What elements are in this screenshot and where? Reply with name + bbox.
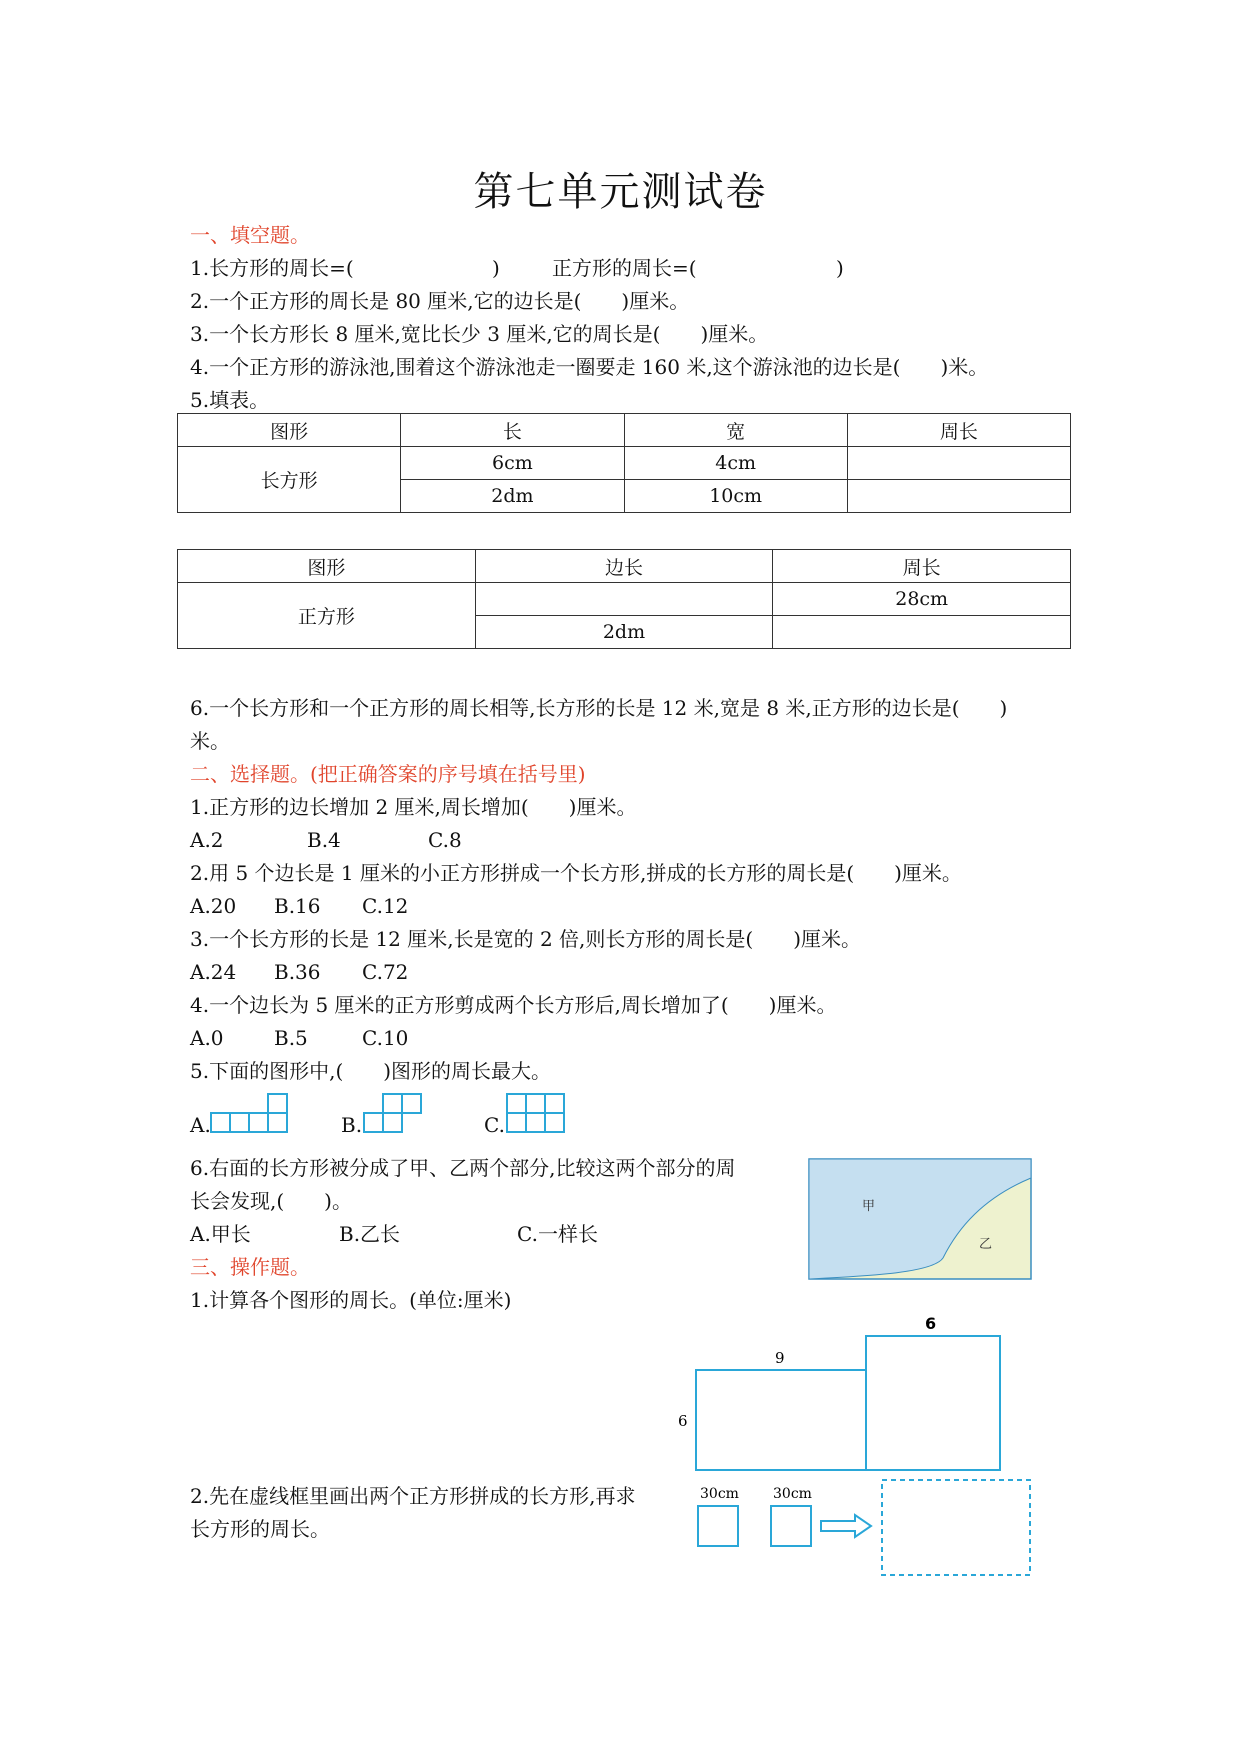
grid-shape-a (210, 1092, 290, 1134)
divided-rectangle-figure (808, 1158, 1034, 1282)
choice-option: A.24 (190, 960, 237, 984)
choice-option: B.16 (274, 894, 321, 918)
table-header: 周长 (773, 550, 1071, 583)
choice-option: C.10 (362, 1026, 409, 1050)
question-1b: 正方形的周长=( (552, 256, 697, 280)
operation-question-2-line1: 2.先在虚线框里画出两个正方形拼成的长方形,再求 (190, 1484, 636, 1508)
choice-option: B.乙长 (339, 1222, 401, 1246)
square-a-label: 30cm (700, 1486, 739, 1502)
square-to-rectangle-figure (695, 1478, 1045, 1583)
dimension-label-top-right: 6 (925, 1314, 937, 1333)
table-cell (847, 480, 1070, 513)
table-cell: 4cm (624, 447, 847, 480)
table-header: 宽 (624, 414, 847, 447)
choice-option: B.4 (307, 828, 341, 852)
grid-shape-c (506, 1092, 570, 1134)
choice-option: C.一样长 (517, 1222, 598, 1246)
rectangle-table (177, 413, 1071, 513)
table-cell: 2dm (401, 480, 624, 513)
table-cell: 2dm (475, 616, 773, 649)
region-b-label: 乙 (979, 1237, 993, 1252)
square-b-label: 30cm (773, 1486, 812, 1502)
table-cell: 6cm (401, 447, 624, 480)
table-header: 边长 (475, 550, 773, 583)
table-shape-cell: 正方形 (178, 583, 476, 649)
dimension-label-left: 6 (678, 1412, 688, 1430)
question-3: 3.一个长方形长 8 厘米,宽比长少 3 厘米,它的周长是( )厘米。 (190, 322, 769, 346)
table-cell (847, 447, 1070, 480)
table-cell: 10cm (624, 480, 847, 513)
question-4: 4.一个正方形的游泳池,围着这个游泳池走一圈要走 160 米,这个游泳池的边长是( )米。 (190, 355, 989, 379)
section-heading-operation: 三、操作题。 (190, 1255, 310, 1279)
figure-rectangle (696, 1370, 866, 1470)
table-header: 图形 (178, 550, 476, 583)
question-1a-close: ) (492, 256, 500, 280)
question-5: 5.填表。 (190, 388, 270, 412)
arrow-right-icon (821, 1515, 871, 1537)
choice-question-2: 2.用 5 个边长是 1 厘米的小正方形拼成一个长方形,拼成的长方形的周长是( )厘米。 (190, 861, 962, 885)
choice-question-5: 5.下面的图形中,( )图形的周长最大。 (190, 1059, 552, 1083)
choice-question-1: 1.正方形的边长增加 2 厘米,周长增加( )厘米。 (190, 795, 637, 819)
dimension-label-top-left: 9 (775, 1349, 785, 1367)
table-cell: 28cm (773, 583, 1071, 616)
choice-question-6-line1: 6.右面的长方形被分成了甲、乙两个部分,比较这两个部分的周 (190, 1156, 736, 1180)
choice-question-4: 4.一个边长为 5 厘米的正方形剪成两个长方形后,周长增加了( )厘米。 (190, 993, 837, 1017)
choice-option: B.5 (274, 1026, 308, 1050)
choice-option: A. (190, 1113, 211, 1137)
square-b (771, 1506, 811, 1546)
table-shape-cell: 长方形 (178, 447, 401, 513)
choice-option: B. (341, 1113, 363, 1137)
choice-option: C.12 (362, 894, 409, 918)
question-1b-close: ) (836, 256, 844, 280)
square-a (698, 1506, 738, 1546)
choice-option: C. (484, 1113, 505, 1137)
figure-square (866, 1336, 1000, 1470)
question-6-line1: 6.一个长方形和一个正方形的周长相等,长方形的长是 12 米,宽是 8 米,正方形的边长是( ) (190, 696, 1008, 720)
grid-shape-b (363, 1092, 427, 1134)
section-heading-fill-in: 一、填空题。 (190, 223, 310, 247)
answer-dashed-box (882, 1480, 1030, 1575)
choice-option: A.0 (190, 1026, 224, 1050)
choice-option: B.36 (274, 960, 321, 984)
choice-question-6-line2: 长会发现,( )。 (190, 1189, 352, 1213)
section-heading-choice: 二、选择题。(把正确答案的序号填在括号里) (190, 762, 586, 786)
choice-question-3: 3.一个长方形的长是 12 厘米,长是宽的 2 倍,则长方形的周长是( )厘米。 (190, 927, 862, 951)
table-header: 周长 (847, 414, 1070, 447)
choice-option: C.8 (428, 828, 462, 852)
table-cell (475, 583, 773, 616)
square-table (177, 549, 1071, 649)
choice-option: A.2 (190, 828, 224, 852)
question-2: 2.一个正方形的周长是 80 厘米,它的边长是( )厘米。 (190, 289, 690, 313)
question-6-line2: 米。 (190, 729, 230, 753)
table-cell (773, 616, 1071, 649)
choice-option: C.72 (362, 960, 409, 984)
operation-question-2-line2: 长方形的周长。 (190, 1517, 330, 1541)
composite-shape-figure (670, 1310, 1000, 1475)
choice-option: A.20 (190, 894, 237, 918)
operation-question-1: 1.计算各个图形的周长。(单位:厘米) (190, 1288, 512, 1312)
choice-option: A.甲长 (190, 1222, 251, 1246)
page-title: 第七单元测试卷 (473, 169, 768, 215)
region-a-label: 甲 (862, 1199, 876, 1214)
table-header: 长 (401, 414, 624, 447)
question-1a: 1.长方形的周长=( (190, 256, 354, 280)
table-header: 图形 (178, 414, 401, 447)
